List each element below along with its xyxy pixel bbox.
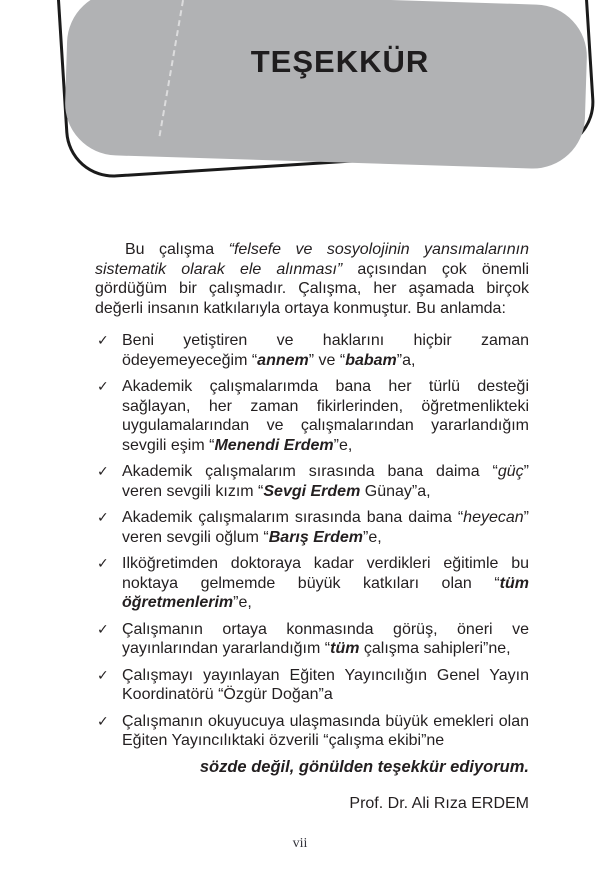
list-item-text: Çalışmanın ortaya konmasında görüş, öneri ve yayınlarından yararlandığım “tüm çalışma sahipleri”ne, xyxy=(122,620,529,657)
list-item xyxy=(95,377,529,455)
list-item xyxy=(95,462,529,501)
author-signature: Prof. Dr. Ali Rıza ERDEM xyxy=(349,794,529,812)
list-item xyxy=(95,712,529,751)
banner-fill-shape xyxy=(64,0,589,170)
check-icon: ✓ xyxy=(97,712,109,729)
list-item-text: Çalışmayı yayınlayan Eğiten Yayıncılığın Genel Yayın Koordinatörü “Özgür Doğan”a xyxy=(122,666,529,703)
acknowledgement-list xyxy=(95,331,529,751)
page-title: TEŞEKKÜR xyxy=(250,44,430,79)
list-item-text: Akademik çalışmalarım sırasında bana daima “heyecan” veren sevgili oğlum “Barış Erdem”e, xyxy=(122,509,529,546)
check-icon: ✓ xyxy=(97,555,109,571)
list-item xyxy=(95,508,529,547)
list-item-text: Beni yetiştiren ve haklarını hiçbir zaman ödeyemeyeceğim “annem” ve “babam”a, xyxy=(122,332,529,369)
list-item-text: Akademik çalışmalarım sırasında bana daima “güç” veren sevgili kızım “Sevgi Erdem Günay”a, xyxy=(122,463,529,500)
check-icon: ✓ xyxy=(97,378,109,394)
list-item-text: Çalışmanın okuyucuya ulaşmasında büyük emekleri olan Eğiten Yayıncılıktaki özverili “çalışma ekibi”ne xyxy=(122,712,529,749)
list-item xyxy=(95,666,529,705)
list-item-text: Akademik çalışmalarımda bana her türlü desteği sağlayan, her zaman fikirlerinden, öğretmenlikteki uygulamalarından ve çalışmalarından yararlandığım sevgili eşim “Menendi Erdem”e, xyxy=(122,378,529,454)
page-number: vii xyxy=(292,836,308,851)
intro-paragraph: Bu çalışma “felsefe ve sosyolojinin yansımalarının sistematik olarak ele alınması” açısından çok önemli gördüğüm bir çalışmadır. Çalışma, her aşamada birçok değerli insanın katkılarıyla ortaya konmuştur. Bu anlamda: xyxy=(95,241,530,317)
check-icon: ✓ xyxy=(97,509,109,525)
acknowledgement-content xyxy=(95,240,529,829)
check-icon: ✓ xyxy=(97,463,109,479)
check-icon: ✓ xyxy=(97,332,109,348)
list-item xyxy=(95,554,529,613)
list-item-text: Ilköğretimden doktoraya kadar verdikleri eğitimle bu noktaya gelmemde büyük katkıları olan “tüm öğretmenlerim”e, xyxy=(122,555,529,611)
list-item xyxy=(95,620,529,659)
closing-line: sözde değil, gönülden teşekkür ediyorum. xyxy=(199,757,529,776)
check-icon: ✓ xyxy=(97,666,109,683)
check-icon: ✓ xyxy=(97,620,109,637)
list-item xyxy=(95,331,529,370)
